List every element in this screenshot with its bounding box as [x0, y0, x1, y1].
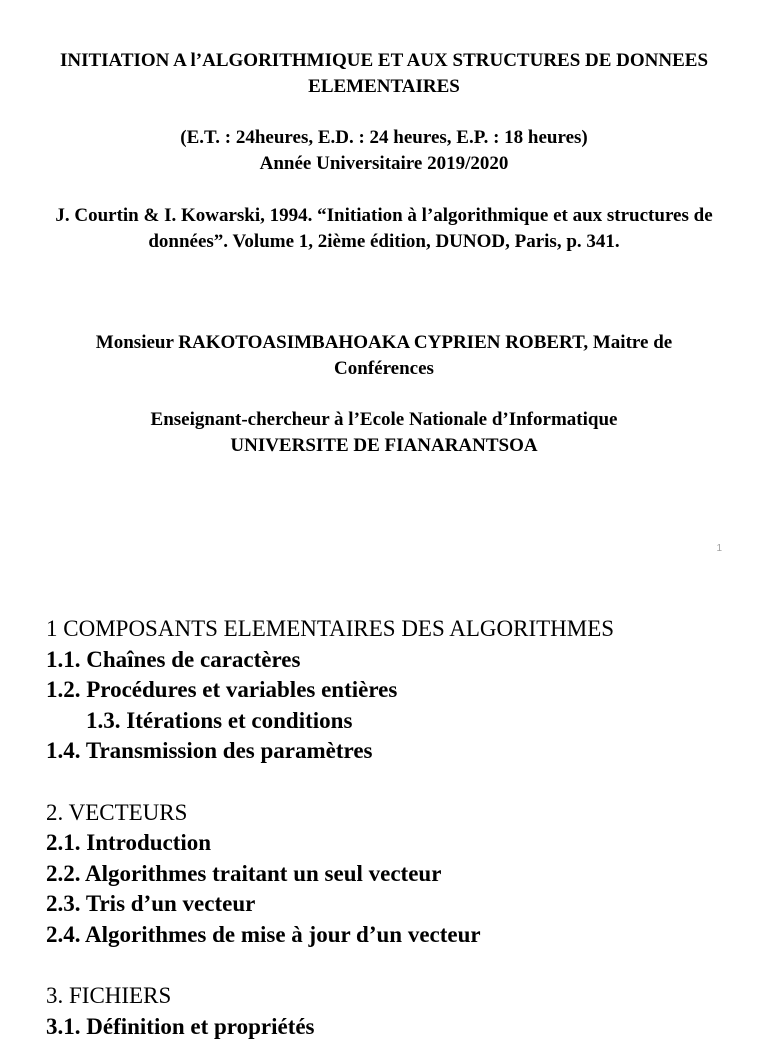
affiliation-line-2: UNIVERSITE DE FIANARANTSOA	[230, 435, 538, 456]
course-info	[0, 125, 768, 177]
toc-item-1-2: 1.2. Procédures et variables entières	[46, 677, 398, 703]
course-title-line-2: ELEMENTAIRES	[308, 76, 460, 97]
toc-item-3-1: 3.1. Définition et propriétés	[46, 1013, 315, 1039]
toc-item-1-1: 1.1. Chaînes de caractères	[46, 646, 301, 672]
reference-line-2: données”. Volume 1, 2ième édition, DUNOD, Paris, p. 341.	[148, 231, 620, 252]
toc-chapter-1: 1 COMPOSANTS ELEMENTAIRES DES ALGORITHMES	[46, 616, 615, 641]
toc-item-2-4: 2.4. Algorithmes de mise à jour d’un vecteur	[46, 921, 481, 947]
toc-item-1-3: 1.3. Itérations et conditions	[86, 707, 353, 733]
academic-year: Année Universitaire 2019/2020	[259, 153, 509, 174]
affiliation	[0, 407, 768, 459]
affiliation-line-1: Enseignant-chercheur à l’Ecole Nationale d’Informatique	[150, 409, 618, 430]
course-hours: (E.T. : 24heures, E.D. : 24 heures, E.P. : 18 heures)	[180, 127, 588, 148]
bibliographic-reference	[0, 203, 768, 255]
toc-chapter-3: 3. FICHIERS	[46, 983, 172, 1009]
toc-spacer	[46, 951, 746, 982]
author-line-1: Monsieur RAKOTOASIMBAHOAKA CYPRIEN ROBERT, Maitre de	[95, 332, 673, 353]
toc-item-2-1: 2.1. Introduction	[46, 830, 212, 856]
toc-item-1-4: 1.4. Transmission des paramètres	[46, 738, 373, 764]
toc-chapter-2: 2. VECTEURS	[46, 799, 188, 825]
author-line-2: Conférences	[334, 358, 434, 379]
page-number: 1	[716, 543, 722, 554]
reference-line-1: J. Courtin & I. Kowarski, 1994. “Initiation à l’algorithmique et aux structures de	[55, 205, 713, 226]
toc-item-2-2: 2.2. Algorithmes traitant un seul vecteur	[46, 860, 442, 886]
author	[0, 330, 768, 382]
table-of-contents	[46, 614, 746, 1042]
toc-spacer	[46, 767, 746, 798]
toc-item-2-3: 2.3. Tris d’un vecteur	[46, 891, 256, 917]
course-title	[0, 48, 768, 100]
course-title-line-1: INITIATION A l’ALGORITHMIQUE ET AUX STRUCTURES DE DONNEES	[59, 50, 709, 71]
